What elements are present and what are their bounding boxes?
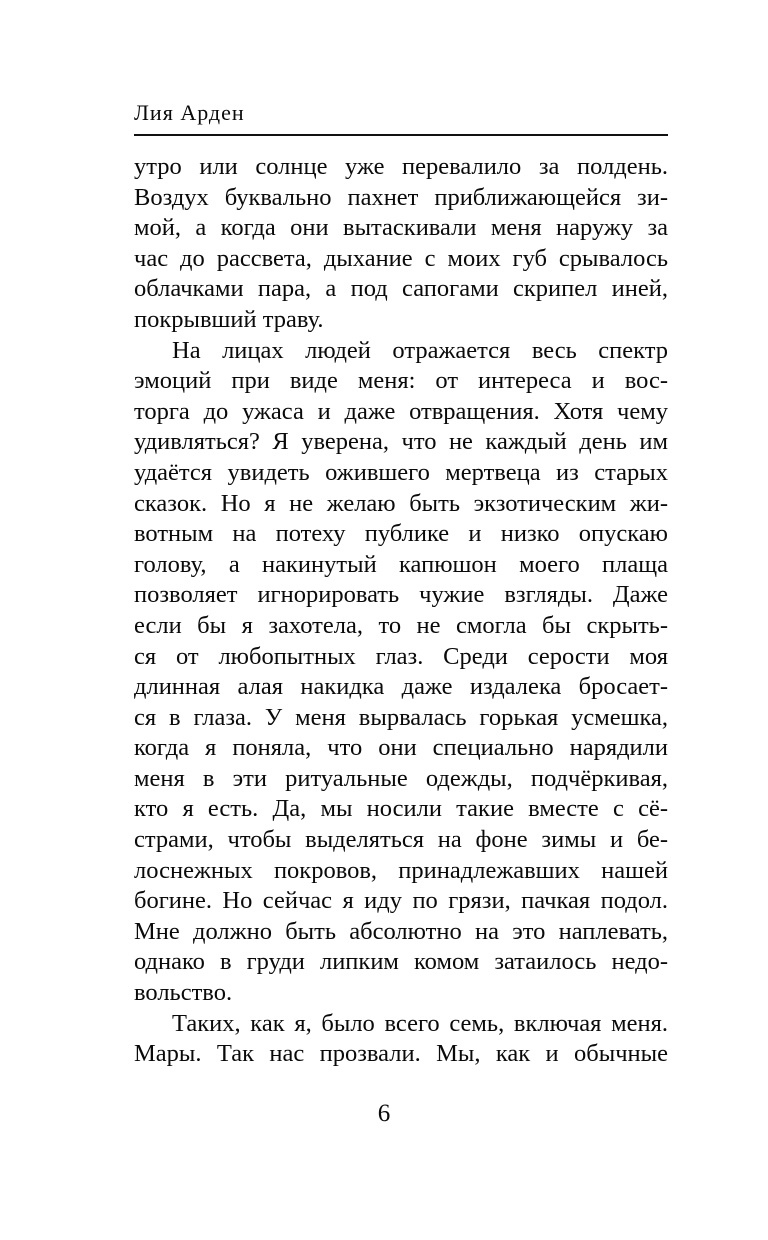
text-line: длинная алая накидка даже издалека бросает- [134, 673, 668, 701]
page-number: 6 [377, 1100, 391, 1127]
text-line: эмоций при виде меня: от интереса и вос- [134, 367, 668, 395]
text-line: если бы я захотела, то не смогла бы скрыть- [134, 611, 668, 639]
text-line: вольство. [134, 979, 233, 1007]
text-line: богине. Но сейчас я иду по грязи, пачкая подол. [134, 887, 668, 915]
body-text [134, 152, 668, 1070]
text-line: когда я поняла, что они специально нарядили [134, 734, 668, 762]
text-line: однако в груди липким комом затаилось недо- [134, 948, 668, 976]
running-head: Лия Арден [134, 100, 245, 125]
text-line: час до рассвета, дыхание с моих губ срывалось [134, 244, 668, 272]
text-line: меня в эти ритуальные одежды, подчёркивая, [134, 764, 668, 792]
text-line: кто я есть. Да, мы носили такие вместе с сё- [134, 795, 668, 823]
text-line: Мне должно быть абсолютно на это наплевать, [134, 917, 668, 945]
header-rule [134, 134, 668, 136]
text-line: На лицах людей отражается весь спектр [172, 336, 668, 364]
text-line: Таких, как я, было всего семь, включая меня. [172, 1009, 668, 1037]
text-line: покрывший траву. [134, 305, 324, 333]
text-line: сказок. Но я не желаю быть экзотическим жи- [134, 489, 668, 517]
text-line: облачками пара, а под сапогами скрипел иней, [134, 275, 668, 303]
text-line: Воздух буквально пахнет приближающейся зи- [134, 183, 668, 211]
text-line: ся от любопытных глаз. Среди серости моя [134, 642, 668, 670]
text-line: лоснежных покровов, принадлежавших нашей [134, 856, 668, 884]
text-line: ся в глаза. У меня вырвалась горькая усмешка, [134, 703, 668, 731]
text-line: голову, а накинутый капюшон моего плаща [134, 550, 668, 578]
text-line: утро или солнце уже перевалило за полдень. [134, 153, 668, 180]
text-line: мой, а когда они вытаскивали меня наружу за [134, 214, 668, 242]
text-line: позволяет игнорировать чужие взгляды. Даже [134, 581, 668, 609]
text-line: удаётся увидеть ожившего мертвеца из старых [134, 458, 668, 486]
text-line: Мары. Так нас прозвали. Мы, как и обычные [134, 1040, 668, 1068]
text-line: торга до ужаса и даже отвращения. Хотя чему [134, 397, 668, 425]
text-line: страми, чтобы выделяться на фоне зимы и бе- [134, 826, 668, 854]
text-line: удивляться? Я уверена, что не каждый день им [134, 428, 668, 456]
text-line: вотным на потеху публике и низко опускаю [134, 520, 668, 548]
